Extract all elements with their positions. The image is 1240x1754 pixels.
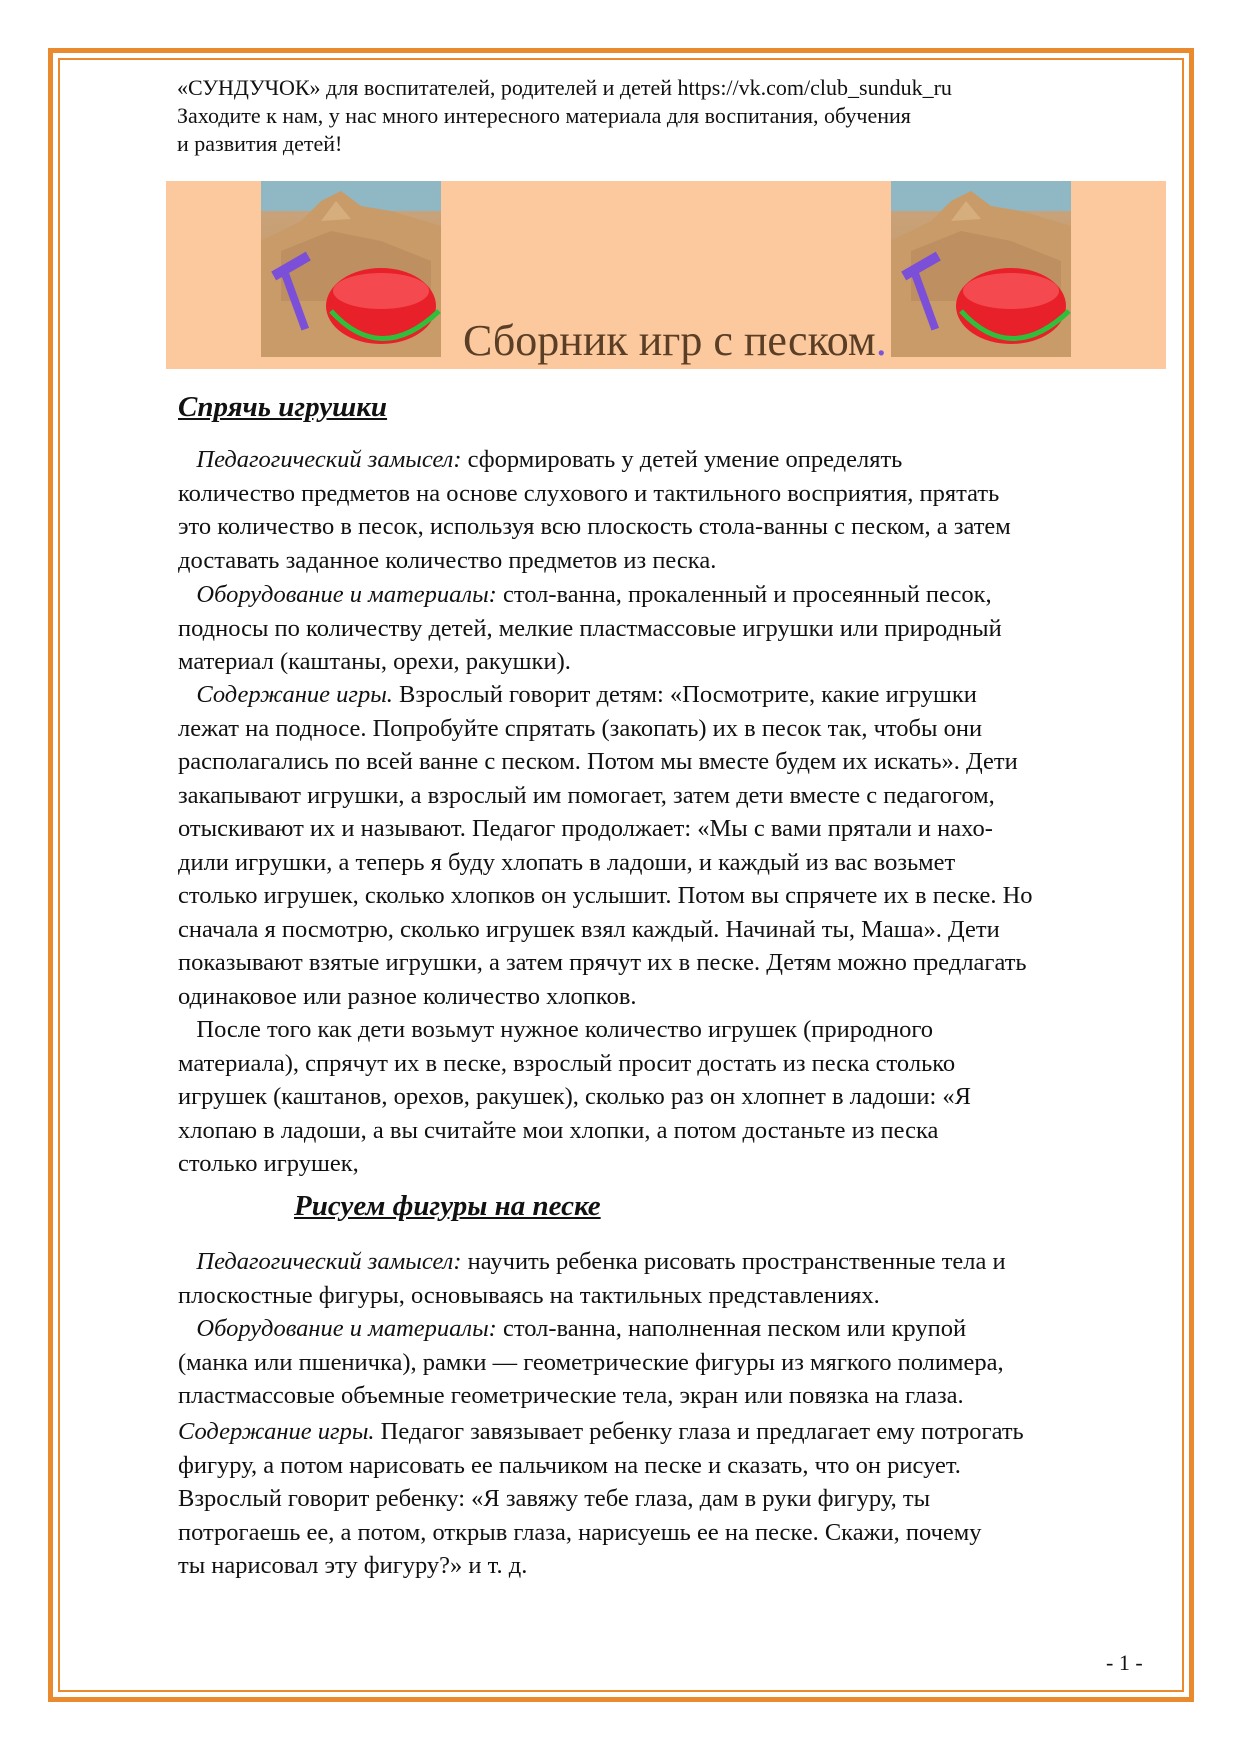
header-line: и развития детей! [177, 131, 343, 156]
title-banner [166, 181, 1166, 369]
banner-title: Сборник игр с песком. [463, 316, 887, 365]
sand-toys-photo-right [891, 181, 1071, 357]
page-number: - 1 - [1106, 1650, 1143, 1675]
site-header [177, 74, 952, 158]
paragraph: Содержание игры. Взрослый говорит детям: «Посмотрите, какие игрушки лежат на подносе. Попробуйте спрятать (закопать) их в песок так, чтобы они располагались по всей ванне с песком. Потом мы вместе будем их искать». Дети закапывают игрушки, а взрослый им помогает, затем дети вместе с педагогом, отыскивают их и называют. Педагог продолжает: «Мы с вами прятали и нахо- дили игрушки, а теперь я буду хлопать в ладоши, и каждый из вас возьмет столько игрушек, сколько хлопков он услышит. Потом вы спрячете их в песке. Но сначала я посмотрю, сколько игрушек взял каждый. Начинай ты, Маша». Дети показывают взятые игрушки, а затем прячут их в песке. Детям можно предлагать одинаковое или разное количество хлопков. [178, 681, 1033, 1010]
paragraph: Педагогический замысел: сформировать у детей умение определять количество предметов на основе слухового и тактильного восприятия, прятать это количество в песок, используя всю плоскость стола-ванны с песком, а затем доставать заданное количество предметов из песка. [178, 446, 1011, 574]
section-heading: Спрячь игрушки [178, 391, 388, 423]
paragraph: После того как дети возьмут нужное количество игрушек (природного материала), спрячут их в песке, взрослый просит достать из песка столько игрушек (каштанов, орехов, ракушек), сколько раз он хлопнет в ладоши: «Я хлопаю в ладоши, а вы считайте мои хлопки, а потом достаньте из песка столько игрушек, [178, 1016, 971, 1177]
paragraph: Педагогический замысел: научить ребенка рисовать пространственные тела и плоскостные фигуры, основываясь на тактильных представлениях. [178, 1248, 1006, 1309]
header-line: Заходите к нам, у нас много интересного материала для воспитания, обучения [177, 103, 911, 128]
header-line: «СУНДУЧОК» для воспитателей, родителей и детей https://vk.com/club_sunduk_ru [177, 75, 952, 100]
paragraph: Оборудование и материалы: стол-ванна, прокаленный и просеянный песок, подносы по количеству детей, мелкие пластмассовые игрушки или природный материал (каштаны, орехи, ракушки). [178, 581, 1002, 675]
sand-toys-photo-left [261, 181, 441, 357]
paragraph: Оборудование и материалы: стол-ванна, наполненная песком или крупой (манка или пшеничка), рамки — геометрические фигуры из мягкого полимера, пластмассовые объемные геометрические тела, экран или повязка на глаза. [178, 1315, 1004, 1409]
section-heading: Рисуем фигуры на песке [294, 1190, 601, 1222]
paragraph: Содержание игры. Педагог завязывает ребенку глаза и предлагает ему потрогать фигуру, а потом нарисовать ее пальчиком на песке и сказать, что он рисует. Взрослый говорит ребенку: «Я завяжу тебе глаза, дам в руки фигуру, ты потрогаешь ее, а потом, открыв глаза, нарисуешь ее на песке. Скажи, почему ты нарисовал эту фигуру?» и т. д. [178, 1418, 1024, 1579]
